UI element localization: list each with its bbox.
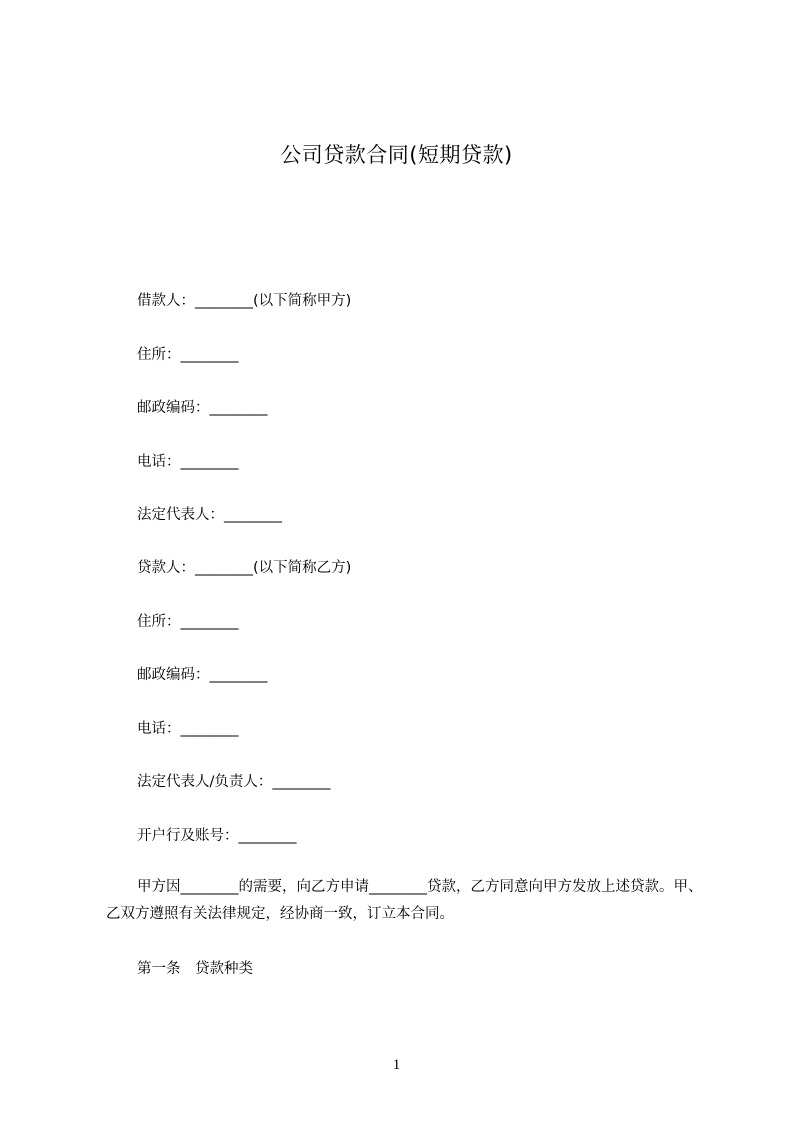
borrower-legal-representative-field: 法定代表人：________ (137, 507, 282, 523)
section-heading: 第一条 贷款种类 (137, 961, 253, 977)
lender-field: 贷款人：________(以下简称乙方) (137, 560, 352, 576)
lender-representative-field: 法定代表人/负责人：________ (137, 774, 331, 790)
borrower-address-field: 住所：________ (137, 347, 239, 363)
lender-phone-field: 电话：________ (137, 721, 239, 737)
borrower-phone-field: 电话：________ (137, 454, 239, 470)
document-title: 公司贷款合同(短期贷款) (280, 143, 513, 167)
bank-account-field: 开户行及账号：________ (137, 828, 297, 844)
lender-postcode-field: 邮政编码：________ (137, 667, 268, 683)
borrower-field: 借款人：________(以下简称甲方) (137, 293, 352, 309)
page-number: 1 (392, 1057, 401, 1073)
borrower-postcode-field: 邮政编码：________ (137, 400, 268, 416)
lender-address-field: 住所：________ (137, 614, 239, 630)
contract-preamble-paragraph: 甲方因________的需要，向乙方申请________贷款，乙方同意向甲方发放上述贷款。甲、乙双方遵照有关法律规定，经协商一致，订立本合同。 (106, 879, 703, 922)
